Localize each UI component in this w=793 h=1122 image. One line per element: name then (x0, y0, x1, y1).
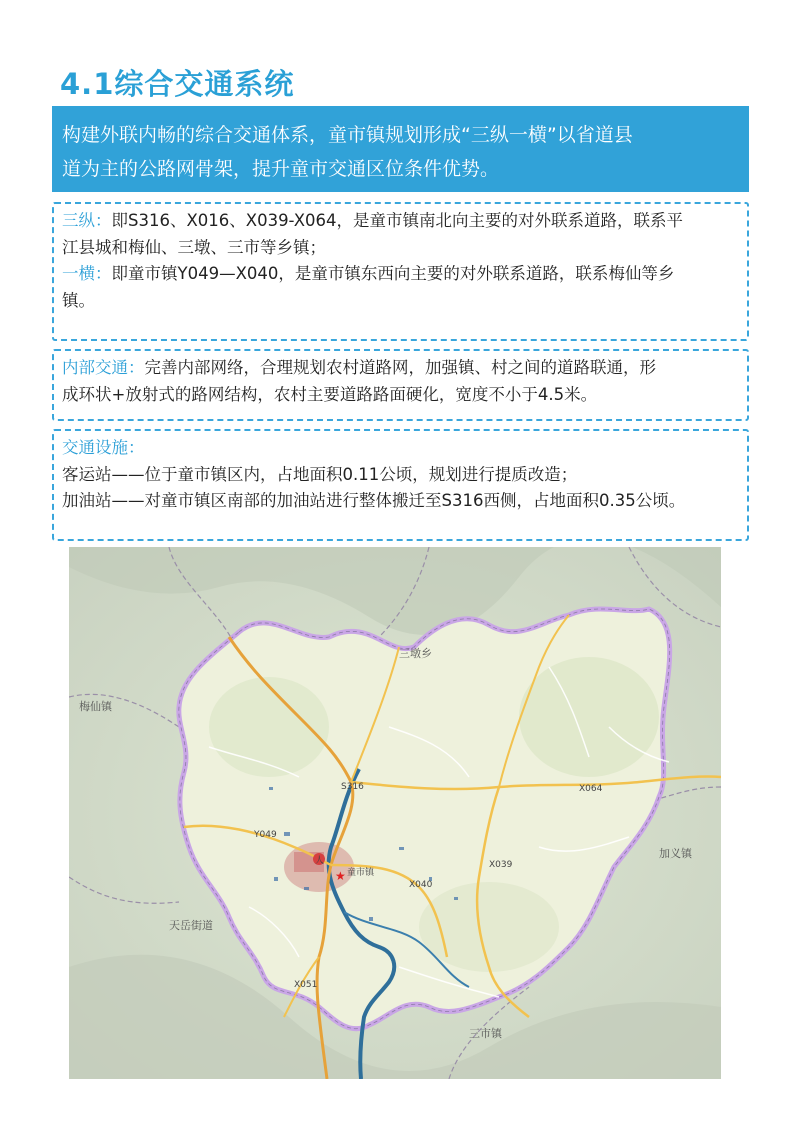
internal-traffic-text-cont: 成环状+放射式的路网结构，农村主要道路路面硬化，宽度不小于4.5米。 (62, 384, 598, 404)
label-sandun: 三墩乡 (399, 647, 432, 660)
internal-traffic-box (52, 349, 749, 421)
road-label-s316: S316 (341, 782, 364, 792)
gas-station-icon: ★ (335, 869, 346, 883)
gas-station-item: 加油站——对童市镇区南部的加油站进行整体搬迁至S316西侧，占地面积0.35公顷。 (62, 491, 686, 510)
internal-traffic-line (62, 355, 747, 382)
road-label-x051: X051 (294, 980, 318, 990)
svg-text:人: 人 (315, 856, 325, 866)
bus-station-item: 客运站——位于童市镇区内，占地面积0.11公顷，规划进行提质改造； (62, 464, 578, 484)
label-tongshi: 童市镇 (347, 868, 375, 878)
banner-line: 构建外联内畅的综合交通体系，童市镇规划形成“三纵一横”以省道县 (62, 124, 633, 146)
three-vertical-text: 即S316、X016、X039-X064，是童市镇南北向主要的对外联系道路，联系平 (111, 211, 683, 230)
traffic-facilities-box (52, 429, 749, 541)
three-vertical-label: 三纵： (62, 211, 112, 230)
hill-patch (519, 657, 659, 777)
three-vertical-line (62, 208, 747, 235)
label-jiayi: 加义镇 (659, 847, 692, 860)
one-horizontal-label: 一横： (62, 264, 112, 283)
road-label-y049: Y049 (254, 830, 277, 840)
label-sanshi: 三市镇 (469, 1027, 502, 1040)
label-meixian: 梅仙镇 (79, 700, 112, 713)
page-title: 4.1综合交通系统 (60, 67, 295, 101)
internal-traffic-text: 完善内部网络，合理规划农村道路网，加强镇、村之间的道路联通，形 (144, 358, 656, 377)
traffic-map (69, 547, 721, 1079)
road-label-x039: X039 (489, 860, 513, 870)
road-label-x040: X040 (409, 880, 433, 890)
one-horizontal-text: 即童市镇Y049—X040，是童市镇东西向主要的对外联系道路，联系梅仙等乡 (111, 264, 675, 283)
one-horizontal-text-cont: 镇。 (62, 290, 95, 310)
three-vertical-text-cont: 江县城和梅仙、三墩、三市等乡镇； (62, 237, 326, 257)
road-skeleton-box (52, 202, 749, 341)
summary-banner (52, 106, 749, 192)
banner-line: 道为主的公路网骨架，提升童市交通区位条件优势。 (62, 158, 500, 180)
one-horizontal-line (62, 261, 747, 288)
road-label-x064: X064 (579, 784, 603, 794)
internal-traffic-label: 内部交通： (62, 358, 145, 377)
label-tianyue: 天岳街道 (169, 919, 213, 932)
traffic-facilities-label: 交通设施： (62, 438, 145, 457)
